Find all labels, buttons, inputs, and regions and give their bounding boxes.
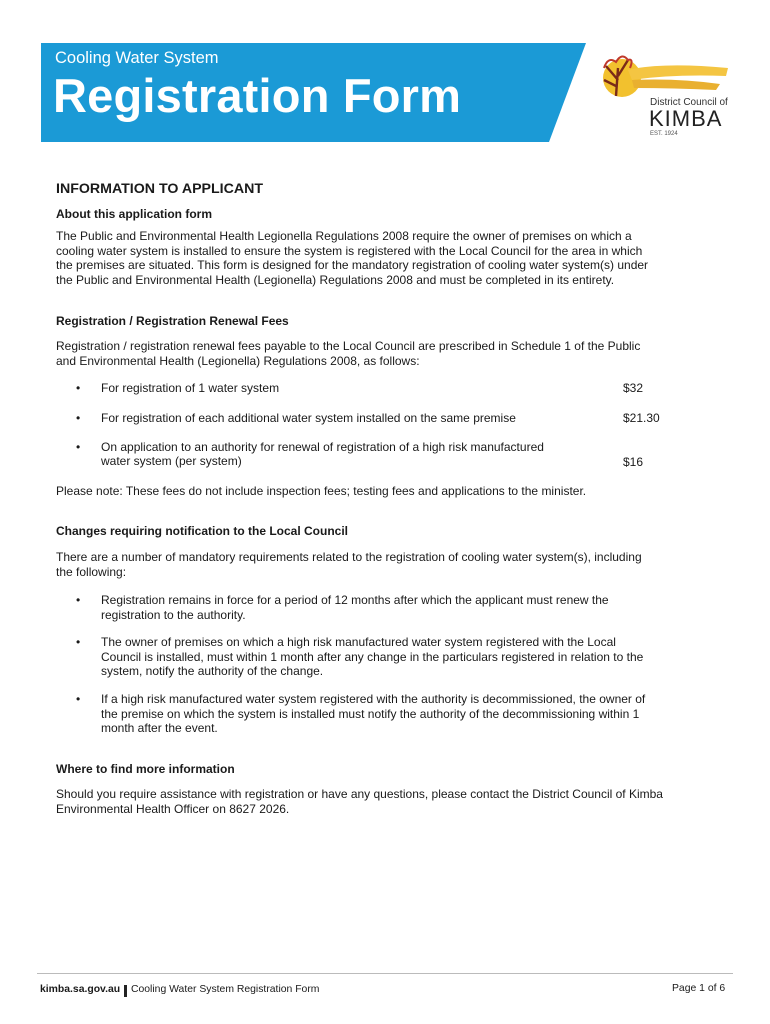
text-line: the premise on which the system is installed must notify the authority of the decommissioning within 1 xyxy=(101,706,640,721)
bullet: • xyxy=(76,410,81,425)
text-line: month after the event. xyxy=(101,721,218,736)
bullet: • xyxy=(76,692,81,707)
fee-description: For registration of each additional water system installed on the same premise xyxy=(101,410,516,425)
text-line: cooling water system is installed to ensure the system is registered with the Local Council for the area in which xyxy=(56,243,643,258)
text-line: Should you require assistance with registration or have any questions, please contact the District Council of Kimba xyxy=(56,787,663,802)
logo-line-1: District Council of xyxy=(650,97,728,108)
text-line: the premises are situated. This form is designed for the mandatory registration of cooling water system(s) under xyxy=(56,258,649,273)
text-line: Registration remains in force for a period of 12 months after which the applicant must renew the xyxy=(101,593,609,608)
text-line: registration to the authority. xyxy=(101,607,246,622)
change-item xyxy=(56,593,696,622)
footer-document-title: Cooling Water System Registration Form xyxy=(131,984,320,995)
bullet: • xyxy=(76,439,81,454)
footer-divider xyxy=(37,973,733,974)
fee-price: $16 xyxy=(623,454,644,469)
fee-item xyxy=(56,440,696,469)
form-title: Registration Form xyxy=(53,69,462,122)
about-heading: About this application form xyxy=(56,206,212,221)
page-number: Page 1 of 6 xyxy=(672,983,726,994)
change-description xyxy=(101,692,696,736)
text-line: The Public and Environmental Health Legionella Regulations 2008 require the owner of premises on which a xyxy=(56,229,632,244)
fee-item xyxy=(56,381,696,396)
change-description xyxy=(101,593,696,622)
fees-note: Please note: These fees do not include inspection fees; testing fees and applications to the minister. xyxy=(56,483,587,498)
logo-line-2: KIMBA xyxy=(649,106,723,131)
fee-price: $32 xyxy=(623,381,644,396)
bullet: • xyxy=(76,381,81,396)
change-item xyxy=(56,635,696,679)
changes-heading: Changes requiring notification to the Local Council xyxy=(56,524,349,539)
form-content xyxy=(56,182,696,817)
text-line: If a high risk manufactured water system registered with the authority is decommissioned, the owner of xyxy=(101,692,646,707)
more-info-paragraph xyxy=(56,787,696,816)
changes-intro xyxy=(56,550,696,579)
text-line: the following: xyxy=(56,564,127,579)
bullet: • xyxy=(76,635,81,650)
text-line: water system (per system) xyxy=(101,454,242,469)
footer-website: kimba.sa.gov.au xyxy=(40,984,121,995)
fees-intro xyxy=(56,339,696,368)
text-line: Environmental Health Officer on 8627 2026. xyxy=(56,802,290,817)
fees-heading: Registration / Registration Renewal Fees xyxy=(56,313,289,328)
text-line: There are a number of mandatory requirements related to the registration of cooling water system(s), including xyxy=(56,549,642,564)
text-line: and Environmental Health (Legionella) Regulations 2008, as follows: xyxy=(56,353,420,368)
fee-price: $21.30 xyxy=(623,410,660,425)
text-line: the Public and Environmental Health (Legionella) Regulations 2008 and must be completed in its entirety. xyxy=(56,272,615,287)
form-subtitle: Cooling Water System xyxy=(55,49,219,67)
about-paragraph xyxy=(56,229,696,287)
change-item xyxy=(56,692,696,736)
title-banner xyxy=(41,43,586,142)
logo-emblem-icon xyxy=(592,50,732,100)
text-line: On application to an authority for renewal of registration of a high risk manufactured xyxy=(101,439,544,454)
bullet: • xyxy=(76,593,81,608)
logo-line-3: EST. 1924 xyxy=(650,131,678,137)
more-info-heading: Where to find more information xyxy=(56,761,235,776)
council-logo xyxy=(592,50,732,145)
change-description xyxy=(101,635,696,679)
text-line: Registration / registration renewal fees payable to the Local Council are prescribed in Schedule 1 of the Public xyxy=(56,339,641,354)
fee-item xyxy=(56,411,696,426)
info-heading: INFORMATION TO APPLICANT xyxy=(56,181,264,197)
fee-description xyxy=(101,440,696,469)
text-line: system, notify the authority of the change. xyxy=(101,664,324,679)
text-line: The owner of premises on which a high risk manufactured water system registered with the Local xyxy=(101,635,616,650)
text-line: Council is installed, must within 1 month after any change in the particulars registered in relation to the xyxy=(101,649,644,664)
footer-separator xyxy=(124,985,127,997)
fee-description: For registration of 1 water system xyxy=(101,381,280,396)
